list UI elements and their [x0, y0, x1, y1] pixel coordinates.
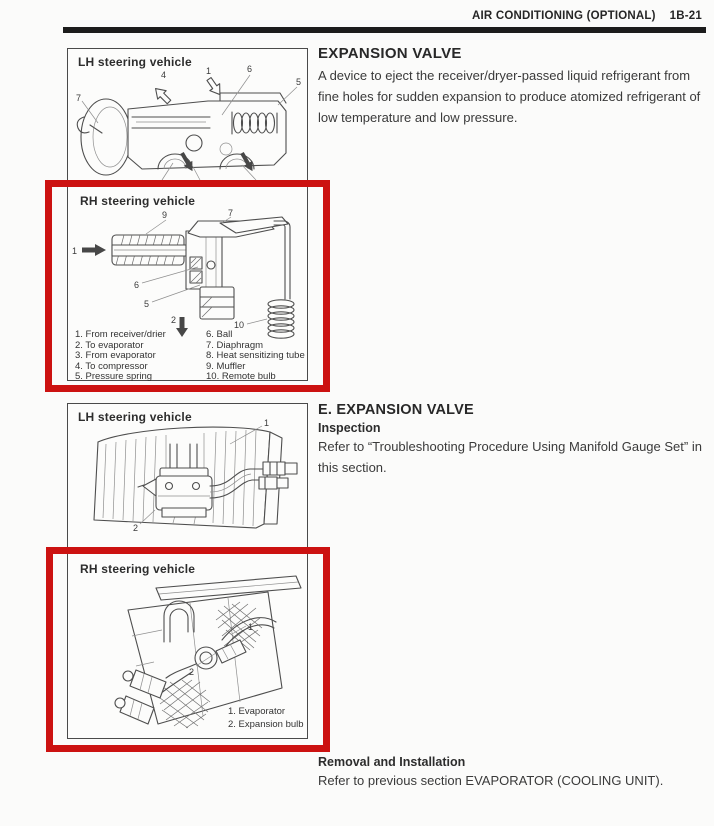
expansion-valve-assembly-shape — [138, 444, 212, 517]
callout-9: 9 — [162, 210, 168, 220]
section-body: Refer to “Troubleshooting Procedure Using Manifold Gauge Set” in this section. — [318, 439, 702, 475]
callout-5: 5 — [144, 299, 150, 309]
flow-arrow-out-icon — [151, 84, 173, 106]
callout-1: 1 — [206, 66, 212, 76]
section-e-expansion-valve — [318, 402, 708, 478]
figure2-lh-title: LH steering vehicle — [78, 410, 192, 424]
figure1-box — [67, 48, 308, 381]
callout-6: 6 — [247, 64, 253, 74]
pipes-shape — [210, 462, 297, 498]
part-item: 1. From receiver/drier — [75, 329, 166, 340]
section-body: A device to eject the receiver/dryer-passed liquid refrigerant from fine holes for sudden expansion to produce atomized refrigerant of low temperature and low pressure. — [318, 68, 701, 125]
callout-1: 1 — [248, 622, 254, 632]
part-item: 6. Ball — [206, 329, 233, 340]
section-heading: E. EXPANSION VALVE — [318, 402, 474, 418]
outlet-cylinder-shape — [200, 287, 234, 319]
parts-list-col1 — [75, 330, 203, 383]
expansion-valve-lh-cutaway-diagram — [70, 65, 306, 187]
part-item: 7. Diaphragm — [206, 339, 264, 351]
u-pipe-shape — [164, 601, 194, 642]
remote-bulb-shape — [268, 221, 294, 338]
figure1-rh-title: RH steering vehicle — [80, 194, 196, 208]
header-title: AIR CONDITIONING (OPTIONAL) — [472, 10, 656, 22]
header-rule — [63, 27, 706, 33]
callout-8: 8 — [157, 179, 163, 189]
flow-arrow-in-icon — [204, 76, 225, 98]
callout-2: 2 — [171, 315, 177, 325]
part-item: 5. Pressure spring — [75, 371, 153, 383]
section-expansion-valve — [318, 45, 708, 128]
legend-item: 1. Evaporator — [228, 706, 286, 717]
part-item: 3. From evaporator — [75, 350, 156, 362]
callout-7: 7 — [228, 208, 234, 218]
section-body: Refer to previous section EVAPORATOR (COOLING UNIT). — [318, 773, 664, 788]
figure2-legend — [228, 705, 306, 731]
section-removal-installation — [318, 755, 708, 791]
part-item: 8. Heat sensitizing tube — [206, 350, 305, 362]
muffler-shape — [112, 235, 190, 265]
callout-1: 1 — [72, 246, 78, 256]
figure2-box — [67, 403, 308, 739]
callout-6: 6 — [134, 280, 140, 290]
parts-list-col2 — [206, 330, 306, 383]
callout-10: 10 — [234, 320, 245, 330]
callout-5: 5 — [296, 77, 302, 87]
callout-1: 1 — [264, 418, 270, 428]
callout-2: 2 — [133, 523, 139, 533]
figure1-lh-title: LH steering vehicle — [78, 55, 192, 69]
inlet-arrow-icon — [82, 244, 106, 256]
removal-subheading: Removal and Installation — [318, 755, 466, 769]
inspection-subheading: Inspection — [318, 421, 381, 435]
section-heading: EXPANSION VALVE — [318, 45, 462, 62]
evaporator-lh-diagram — [70, 416, 306, 544]
legend-item: 2. Expansion bulb — [228, 719, 304, 730]
page-number: 1B-21 — [669, 10, 702, 22]
expansion-bulb-assembly-shape — [195, 640, 246, 669]
part-item: 2. To evaporator — [75, 339, 144, 351]
callout-3: 3 — [251, 179, 257, 189]
callout-2: 2 — [189, 667, 195, 677]
part-item: 4. To compressor — [75, 360, 148, 372]
valve-body-shape — [186, 231, 222, 289]
part-item: 10. Remote bulb — [206, 371, 276, 383]
callout-4: 4 — [161, 70, 167, 80]
callout-2: 2 — [195, 179, 201, 189]
callout-7: 7 — [76, 93, 82, 103]
figure2-rh-title: RH steering vehicle — [80, 562, 196, 576]
part-item: 9. Muffler — [206, 360, 246, 372]
page-header — [472, 10, 702, 22]
valve-body-shape — [128, 101, 286, 169]
